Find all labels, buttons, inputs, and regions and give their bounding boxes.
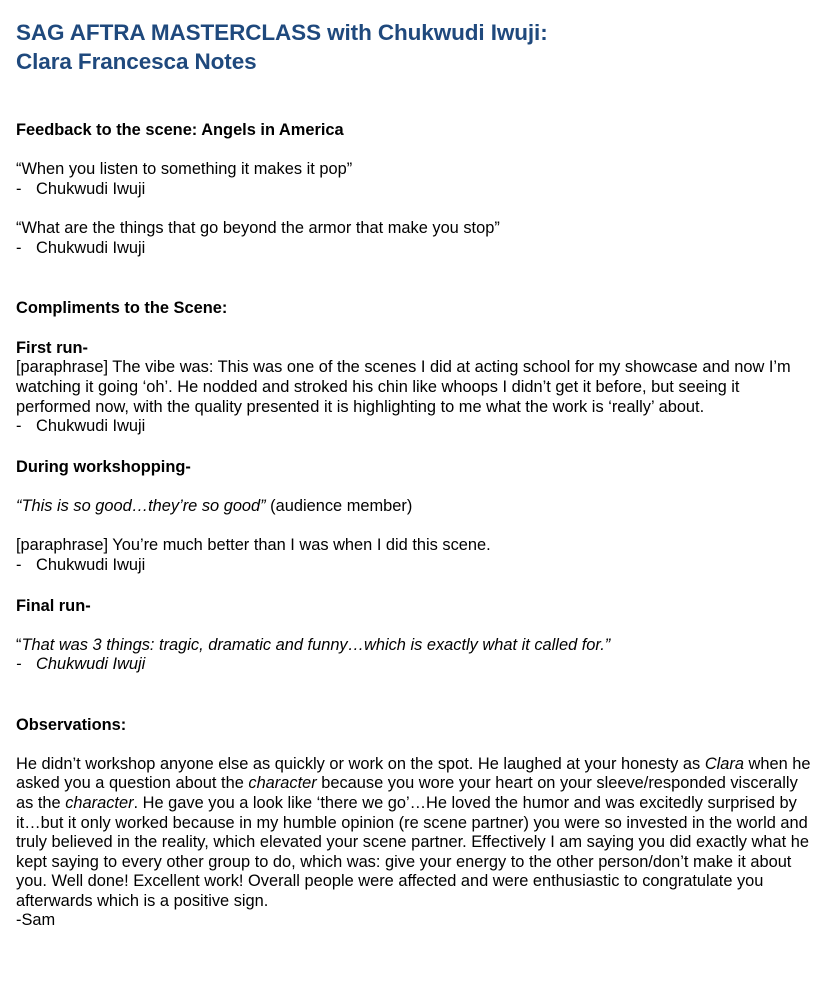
document-title — [16, 18, 812, 76]
attribution-name: Chukwudi Iwuji — [36, 655, 146, 674]
feedback-attribution-1 — [16, 180, 812, 200]
first-run-text: [paraphrase] The vibe was: This was one of the scenes I did at acting school for my showcase and now I’m watching it going ‘oh’. He nodded and stroked his chin like whoops I didn’t get it before, but seeing it performed now, with the quality presented it is highlighting to me what the work is ‘really’ about. — [16, 358, 791, 416]
attribution-dash: - — [16, 417, 22, 436]
obs-seg-3: when he asked you a question about the — [16, 754, 811, 793]
workshopping-heading: During workshopping- — [16, 457, 191, 476]
first-run-attribution — [16, 417, 812, 437]
feedback-quote-1: “When you listen to something it makes it pop” — [16, 160, 353, 178]
attribution-name: Chukwudi Iwuji — [36, 417, 146, 436]
obs-character-1: character — [248, 774, 317, 793]
feedback-attribution-2 — [16, 239, 812, 259]
workshopping-attribution — [16, 556, 812, 576]
attribution-dash: - — [16, 655, 22, 674]
observations-text — [16, 755, 812, 912]
obs-seg-1: He didn’t workshop anyone else as quickly or work on the spot. He laughed at your honesty as — [16, 754, 705, 773]
first-run-heading: First run- — [16, 339, 88, 358]
feedback-quote-2: “What are the things that go beyond the armor that make you stop” — [16, 219, 500, 238]
attribution-dash: - — [16, 179, 22, 198]
signature: -Sam — [16, 911, 56, 930]
attribution-name: Chukwudi Iwuji — [36, 238, 146, 257]
obs-character-2: character — [65, 793, 134, 812]
attribution-name: Chukwudi Iwuji — [36, 555, 146, 574]
attribution-dash: - — [16, 238, 22, 257]
attribution-dash: - — [16, 555, 22, 574]
workshopping-quote-text: “This is so good…they’re so good” — [16, 496, 266, 515]
attribution-name: Chukwudi Iwuji — [36, 179, 146, 198]
feedback-heading: Feedback to the scene: Angels in America — [16, 121, 344, 139]
title-line-2: Clara Francesca Notes — [16, 49, 257, 74]
final-run-quote — [16, 636, 812, 656]
obs-seg-7: . He gave you a look like ‘there we go’…He loved the humor and was excitedly surprised by it…but it only worked because in my humble opinion (re scene partner) you were so invested in the world and truly believed in the reality, which elevated your scene partner. Effectively I am saying you did exactly what he kept saying to every other group to do, which was: give your energy to the other person/don’t make it about you. Well done! Excellent work! Overall people were affected and were enthusiastic to congratulate you afterwards which is a positive sign. — [16, 793, 809, 910]
title-line-1: SAG AFTRA MASTERCLASS with Chukwudi Iwuji: — [16, 20, 548, 45]
workshopping-quote — [16, 497, 812, 517]
final-run-open-quote: “ — [16, 635, 22, 654]
obs-seg-5: because you wore your heart on your sleeve/responded viscerally as the — [16, 774, 798, 812]
final-run-quote-text: That was 3 things: tragic, dramatic and funny…which is exactly what it called for.” — [21, 635, 611, 654]
obs-clara: Clara — [704, 754, 744, 773]
workshopping-quote-source: (audience member) — [265, 496, 413, 515]
final-run-heading: Final run- — [16, 596, 91, 615]
workshopping-text: [paraphrase] You’re much better than I was when I did this scene. — [16, 536, 491, 555]
observations-heading: Observations: — [16, 715, 127, 734]
compliments-heading: Compliments to the Scene: — [16, 299, 228, 318]
final-run-attribution — [16, 655, 812, 675]
